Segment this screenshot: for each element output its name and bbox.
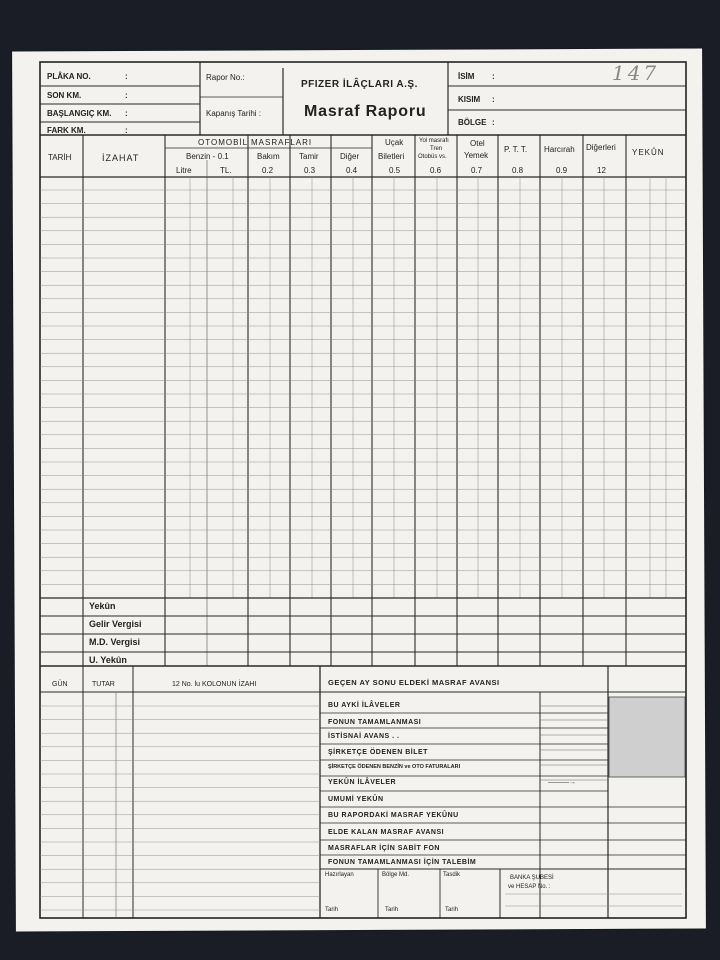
tarih-3-label: Tarih <box>445 907 459 913</box>
kisim-colon: : <box>492 95 495 104</box>
fark-km-colon: : <box>125 126 128 135</box>
isim-label: İSİM <box>458 72 475 81</box>
rapor-no-label: Rapor No.: <box>206 73 245 82</box>
company-name: PFIZER İLÂÇLARI A.Ş. <box>301 79 418 90</box>
handwritten-number: 147 <box>612 61 660 85</box>
gelir-vergisi-label: Gelir Vergisi <box>89 619 142 629</box>
code-12: 12 <box>597 166 606 175</box>
summary-item-7: YEKÛN İLÂVELER <box>328 779 397 786</box>
code-02: 0.2 <box>262 166 274 175</box>
summary-item-6: ŞİRKETÇE ÖDENEN BENZİN ve OTO FATURALARI <box>328 764 461 770</box>
summary-item-5: ŞİRKETÇE ÖDENEN BİLET <box>328 749 428 756</box>
tamir-header: Tamir <box>299 152 319 161</box>
code-07: 0.7 <box>471 166 483 175</box>
summary-item-10: ELDE KALAN MASRAF AVANSI <box>328 829 445 836</box>
bolge-colon: : <box>492 118 495 127</box>
report-title: Masraf Raporu <box>304 103 427 120</box>
shaded-box <box>609 697 685 777</box>
u-yekun-label: U. Yekûn <box>89 655 127 665</box>
tarih-header: TARİH <box>48 153 72 162</box>
summary-item-11: MASRAFLAR İÇİN SABİT FON <box>328 845 440 852</box>
banka-label-2: ve HESAP No. : <box>508 884 551 890</box>
otel-header-2: Yemek <box>464 151 489 160</box>
bolge-label: BÖLGE <box>458 118 487 127</box>
litre-header: Litre <box>176 166 192 175</box>
yekun-row-label: Yekûn <box>89 601 116 611</box>
diger-header: Diğer <box>340 152 360 161</box>
summary-item-4: İSTİSNAİ AVANS . . <box>328 733 400 740</box>
isim-colon: : <box>492 72 495 81</box>
izahat-header: İZAHAT <box>102 153 140 163</box>
code-03: 0.3 <box>304 166 316 175</box>
yol-header-1: Yol masrafı <box>419 138 449 144</box>
baslangic-km-colon: : <box>125 109 128 118</box>
otomobil-header: OTOMOBİL MASRAFLARI <box>198 138 313 147</box>
kisim-label: KISIM <box>458 95 481 104</box>
code-04: 0.4 <box>346 166 358 175</box>
code-06: 0.6 <box>430 166 442 175</box>
bolge-md-label: Bölge Md. <box>382 872 410 878</box>
otel-header-1: Otel <box>470 139 485 148</box>
son-km-colon: : <box>125 91 128 100</box>
benzin-header: Benzin - 0.1 <box>186 152 229 161</box>
yekun-header: YEKÛN <box>632 148 665 157</box>
kapanis-tarihi-label: Kapanış Tarihi : <box>206 109 261 118</box>
tarih-1-label: Tarih <box>325 907 339 913</box>
kolon-izahi-header: 12 No. lu KOLONUN İZAHI <box>172 681 257 688</box>
tasdik-label: Tasdik <box>443 872 461 878</box>
digerleri-header: Diğerleri <box>586 143 616 152</box>
summary-item-1: GEÇEN AY SONU ELDEKİ MASRAF AVANSI <box>328 678 500 687</box>
gun-header: GÜN <box>52 681 68 688</box>
tl-header: TL. <box>220 166 232 175</box>
yol-header-3: Otobüs vs. <box>418 154 447 160</box>
ptt-header: P. T. T. <box>504 145 528 154</box>
summary-item-12: FONUN TAMAMLANMASI İÇİN TALEBİM <box>328 859 477 866</box>
harcirah-header: Harcırah <box>544 145 575 154</box>
son-km-label: SON KM. <box>47 91 82 100</box>
tarih-2-label: Tarih <box>385 907 399 913</box>
baslangic-km-label: BAŞLANGIÇ KM. <box>47 109 112 118</box>
md-vergisi-label: M.D. Vergisi <box>89 637 141 647</box>
ucak-header-2: Biletleri <box>378 152 405 161</box>
summary-item-3: FONUN TAMAMLANMASI <box>328 719 422 726</box>
plaka-label: PLÂKA NO. <box>47 72 91 81</box>
yol-header-2: Tren <box>430 146 443 152</box>
arrow-marker: ———→ <box>548 779 576 786</box>
ucak-header-1: Uçak <box>385 138 404 147</box>
summary-item-8: UMUMİ YEKÛN <box>328 796 384 803</box>
summary-item-2: BU AYKİ İLÂVELER <box>328 702 401 709</box>
summary-item-9: BU RAPORDAKİ MASRAF YEKÛNU <box>328 812 459 819</box>
banka-label-1: BANKA ŞUBESİ <box>510 875 554 881</box>
tutar-header: TUTAR <box>92 681 115 688</box>
fark-km-label: FARK KM. <box>47 126 86 135</box>
code-05: 0.5 <box>389 166 401 175</box>
frame-box <box>40 62 686 918</box>
bakim-header: Bakım <box>257 152 280 161</box>
plaka-colon: : <box>125 72 128 81</box>
code-08: 0.8 <box>512 166 524 175</box>
code-09: 0.9 <box>556 166 568 175</box>
hazirlayan-label: Hazırlayan <box>325 872 354 878</box>
